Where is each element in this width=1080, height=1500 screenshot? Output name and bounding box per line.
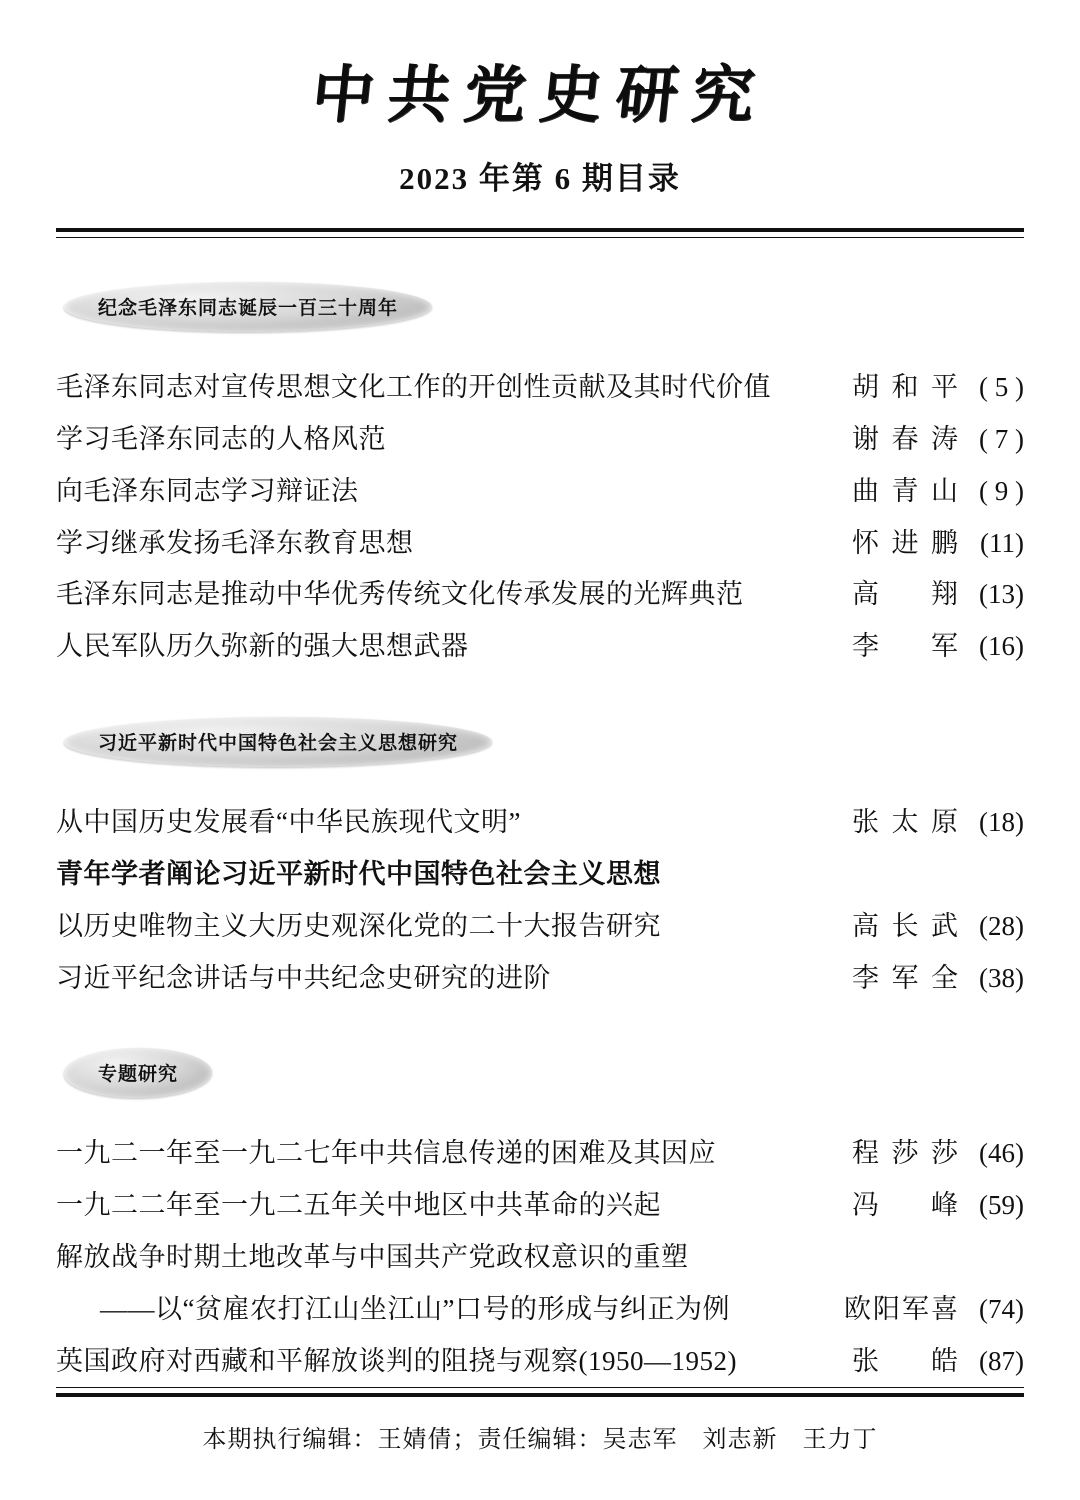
entry-page: (28)	[979, 910, 1024, 941]
section-pill-3	[62, 1048, 214, 1098]
section-pill-label-2: 习近平新时代中国特色社会主义思想研究	[98, 732, 459, 755]
entry-page: ( 9 )	[979, 475, 1024, 506]
entry-title: 毛泽东同志是推动中华优秀传统文化传承发展的光辉典范	[56, 579, 744, 610]
journal-title: 中共党史研究	[308, 58, 772, 131]
entry-page: (11)	[980, 527, 1024, 558]
entry-title: 一九二二年至一九二五年关中地区中共革命的兴起	[56, 1190, 661, 1221]
issue-line: 2023 年第 6 期目录	[399, 161, 681, 197]
toc-entry[interactable]	[56, 414, 1024, 466]
section-header-1	[56, 282, 1024, 332]
entry-author: 李 军	[852, 631, 960, 662]
toc-entry[interactable]	[56, 362, 1024, 414]
entry-author: 李军全	[852, 962, 960, 993]
entry-page: (74)	[979, 1293, 1024, 1324]
toc-entry[interactable]	[56, 466, 1024, 518]
entry-page: (59)	[979, 1190, 1024, 1221]
entry-page: (16)	[979, 631, 1024, 662]
entry-page: (46)	[979, 1138, 1024, 1169]
entry-page: (87)	[979, 1345, 1024, 1376]
editor-credits: 本期执行编辑：王婧倩；责任编辑：吴志军 刘志新 王力丁	[202, 1427, 878, 1453]
toc-entry[interactable]	[56, 953, 1024, 1005]
section-pill-2	[62, 717, 494, 767]
entry-author: 张太原	[852, 807, 960, 838]
entry-title: 以历史唯物主义大历史观深化党的二十大报告研究	[56, 910, 661, 941]
toc-entry[interactable]	[56, 1284, 1024, 1336]
toc-entry[interactable]	[56, 901, 1024, 953]
toc-entry[interactable]	[56, 1180, 1024, 1232]
section-entries-3	[56, 1128, 1024, 1387]
toc-entry[interactable]	[56, 797, 1024, 849]
entry-author: 谢春涛	[852, 423, 960, 454]
entry-author: 高长武	[852, 910, 960, 941]
toc-entry[interactable]	[56, 621, 1024, 673]
toc-entry[interactable]	[56, 569, 1024, 621]
entry-author: 程莎莎	[852, 1138, 960, 1169]
entry-author: 怀进鹏	[852, 527, 960, 558]
section-header-3	[56, 1048, 1024, 1098]
footer-divider	[56, 1387, 1024, 1397]
entry-page: ( 5 )	[979, 372, 1024, 403]
section-pill-1	[62, 282, 434, 332]
entry-title: 解放战争时期土地改革与中国共产党政权意识的重塑	[56, 1242, 689, 1273]
entry-title: 习近平纪念讲话与中共纪念史研究的进阶	[56, 962, 551, 993]
toc-entry[interactable]	[56, 1128, 1024, 1180]
section-header-2	[56, 717, 1024, 767]
toc-entry[interactable]	[56, 518, 1024, 570]
entry-title: 一九二一年至一九二七年中共信息传递的困难及其因应	[56, 1138, 716, 1169]
entry-title: 学习毛泽东同志的人格风范	[56, 423, 386, 454]
entry-author: 曲青山	[852, 475, 960, 506]
header-divider	[56, 228, 1024, 238]
entry-page: (18)	[979, 807, 1024, 838]
section-pill-label-3: 专题研究	[98, 1063, 179, 1086]
toc-entry[interactable]	[56, 1232, 1024, 1284]
entry-author: 冯 峰	[852, 1190, 960, 1221]
section-pill-label-1: 纪念毛泽东同志诞辰一百三十周年	[98, 297, 399, 320]
section-subheading: 青年学者阐论习近平新时代中国特色社会主义思想	[56, 858, 661, 889]
entry-page: (13)	[979, 579, 1024, 610]
masthead	[56, 0, 1024, 238]
entry-author: 张 皓	[852, 1345, 960, 1376]
entry-page: ( 7 )	[979, 423, 1024, 454]
entry-author: 欧阳军喜	[844, 1293, 960, 1324]
entry-title: 学习继承发扬毛泽东教育思想	[56, 527, 414, 558]
page-footer	[56, 1379, 1024, 1454]
entry-title: 毛泽东同志对宣传思想文化工作的开创性贡献及其时代价值	[56, 372, 771, 403]
entry-title: 从中国历史发展看“中华民族现代文明”	[56, 807, 521, 838]
entry-title: 英国政府对西藏和平解放谈判的阻挠与观察(1950—1952)	[56, 1345, 737, 1376]
entry-title: 人民军队历久弥新的强大思想武器	[56, 631, 469, 662]
entry-page: (38)	[979, 962, 1024, 993]
entry-title: ——以“贫雇农打江山坐江山”口号的形成与纠正为例	[100, 1293, 730, 1324]
entry-author	[852, 1232, 960, 1284]
entry-author: 高 翔	[852, 579, 960, 610]
section-entries-1	[56, 362, 1024, 673]
section-entries-2	[56, 797, 1024, 1004]
entry-title: 向毛泽东同志学习辩证法	[56, 475, 359, 506]
entry-author: 胡和平	[852, 372, 960, 403]
